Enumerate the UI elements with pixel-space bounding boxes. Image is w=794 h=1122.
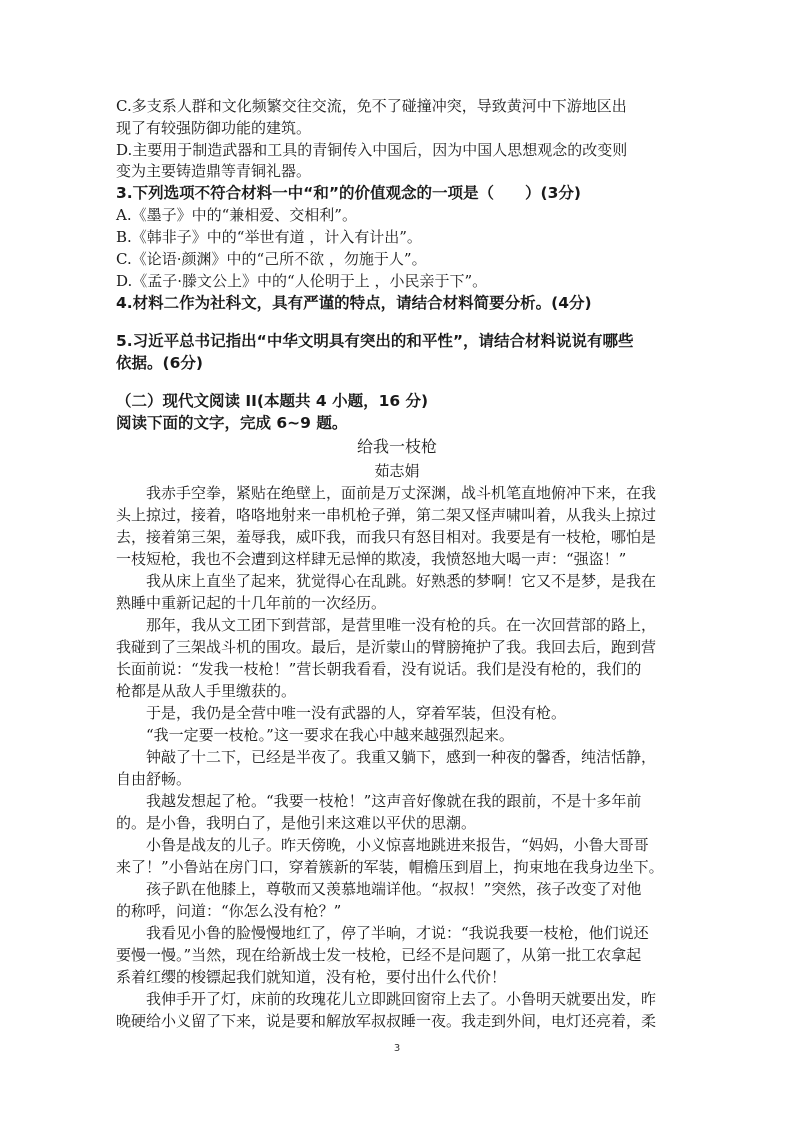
story-line: 我从床上直坐了起来，犹觉得心在乱跳。好熟悉的梦啊！它又不是梦，是我在	[116, 572, 657, 590]
story-line: 孩子趴在他膝上，尊敬而又羡慕地端详他。“叔叔！”突然，孩子改变了对他	[116, 880, 642, 898]
story-line: 于是，我仍是全营中唯一没有武器的人，穿着军装，但没有枪。	[116, 704, 567, 722]
option-c-line1: C.多支系人群和文化频繁交往交流，免不了碰撞冲突，导致黄河中下游地区出	[116, 97, 627, 115]
question-3-option-c: C.《论语·颜渊》中的“己所不欲 ，勿施于人”。	[116, 250, 427, 268]
section-instruction: 阅读下面的文字，完成 6~9 题。	[116, 414, 348, 432]
question-3-option-a: A.《墨子》中的“兼相爱、交相利”。	[116, 206, 357, 224]
story-line: 那年，我从文工团下到营部，是营里唯一没有枪的兵。在一次回营部的路上，	[116, 616, 657, 634]
story-line: 的称呼，问道：“你怎么没有枪？”	[116, 902, 342, 920]
question-4: 4.材料二作为社科文，具有严谨的特点，请结合材料简要分析。(4分)	[116, 294, 592, 312]
story-line: 晚硬给小义留了下来，说是要和解放军叔叔睡一夜。我走到外间，电灯还亮着，柔	[116, 1012, 657, 1030]
question-5-line1: 5.习近平总书记指出“中华文明具有突出的和平性”，请结合材料说说有哪些	[116, 332, 634, 350]
question-3-stem: 3.下列选项不符合材料一中“和”的价值观念的一项是（ ）(3分)	[116, 184, 582, 202]
option-d-line1: D.主要用于制造武器和工具的青铜传入中国后，因为中国人思想观念的改变则	[116, 141, 628, 159]
story-line: 枪都是从敌人手里缴获的。	[116, 682, 297, 700]
question-3-option-d: D.《孟子·滕文公上》中的“人伦明于上 ，小民亲于下”。	[116, 272, 488, 290]
option-d-line2: 变为主要铸造鼎等青铜礼器。	[116, 162, 312, 180]
story-line: 钟敲了十二下，已经是半夜了。我重又躺下，感到一种夜的馨香，纯洁恬静，	[116, 748, 657, 766]
story-line: 来了！”小鲁站在房门口，穿着簇新的军装，帽檐压到眉上，拘束地在我身边坐下。	[116, 858, 664, 876]
story-line: 自由舒畅。	[116, 770, 192, 788]
story-line: 要慢一慢。”当然，现在给新战士发一枝枪，已经不是问题了，从第一批工农拿起	[116, 946, 642, 964]
story-line: 我越发想起了枪。“我要一枝枪！”这声音好像就在我的跟前，不是十多年前	[116, 792, 642, 810]
story-line: 的。是小鲁，我明白了，是他引来这难以平伏的思潮。	[116, 814, 477, 832]
story-line: 系着红缨的梭镖起我们就知道，没有枪，要付出什么代价！	[116, 968, 507, 986]
story-line: 熟睡中重新记起的十几年前的一次经历。	[116, 594, 387, 612]
story-line: 我碰到了三架战斗机的围攻。最后，是沂蒙山的臂膀掩护了我。我回去后，跑到营	[116, 638, 657, 656]
question-3-option-b: B.《韩非子》中的“举世有道 ，计入有计出”。	[116, 228, 422, 246]
story-line: “我一定要一枝枪。”这一要求在我心中越来越强烈起来。	[116, 726, 514, 744]
story-line: 小鲁是战友的儿子。昨天傍晚，小义惊喜地跳进来报告，“妈妈，小鲁大哥哥	[116, 836, 649, 854]
story-author: 茹志娟	[374, 462, 420, 480]
option-c-line2: 现了有较强防御功能的建筑。	[116, 119, 312, 137]
story-line: 我看见小鲁的脸慢慢地红了，停了半晌，才说：“我说我要一枝枪，他们说还	[116, 924, 649, 942]
story-line: 头上掠过，接着，咯咯地射来一串机枪子弹，第二架又怪声啸叫着，从我头上掠过	[116, 506, 657, 524]
story-title: 给我一枝枪	[356, 437, 437, 456]
page-number: 3	[393, 1043, 401, 1054]
story-line: 我赤手空拳，紧贴在绝壁上，面前是万丈深渊，战斗机笔直地俯冲下来，在我	[116, 484, 657, 502]
story-line: 一枝短枪，我也不会遭到这样肆无忌惮的欺凌，我愤怒地大喝一声：“强盗！”	[116, 550, 627, 568]
section-heading: （二）现代文阅读 II(本题共 4 小题，16 分)	[116, 392, 429, 410]
story-line: 长面前说：“发我一枝枪！”营长朝我看看，没有说话。我们是没有枪的，我们的	[116, 660, 642, 678]
story-line: 我伸手开了灯，床前的玫瑰花儿立即跳回窗帘上去了。小鲁明天就要出发，昨	[116, 990, 657, 1008]
story-line: 去，接着第三架，羞辱我，威吓我，而我只有怒目相对。我要是有一枝枪，哪怕是	[116, 528, 657, 546]
question-5-line2: 依据。(6分)	[116, 354, 203, 372]
